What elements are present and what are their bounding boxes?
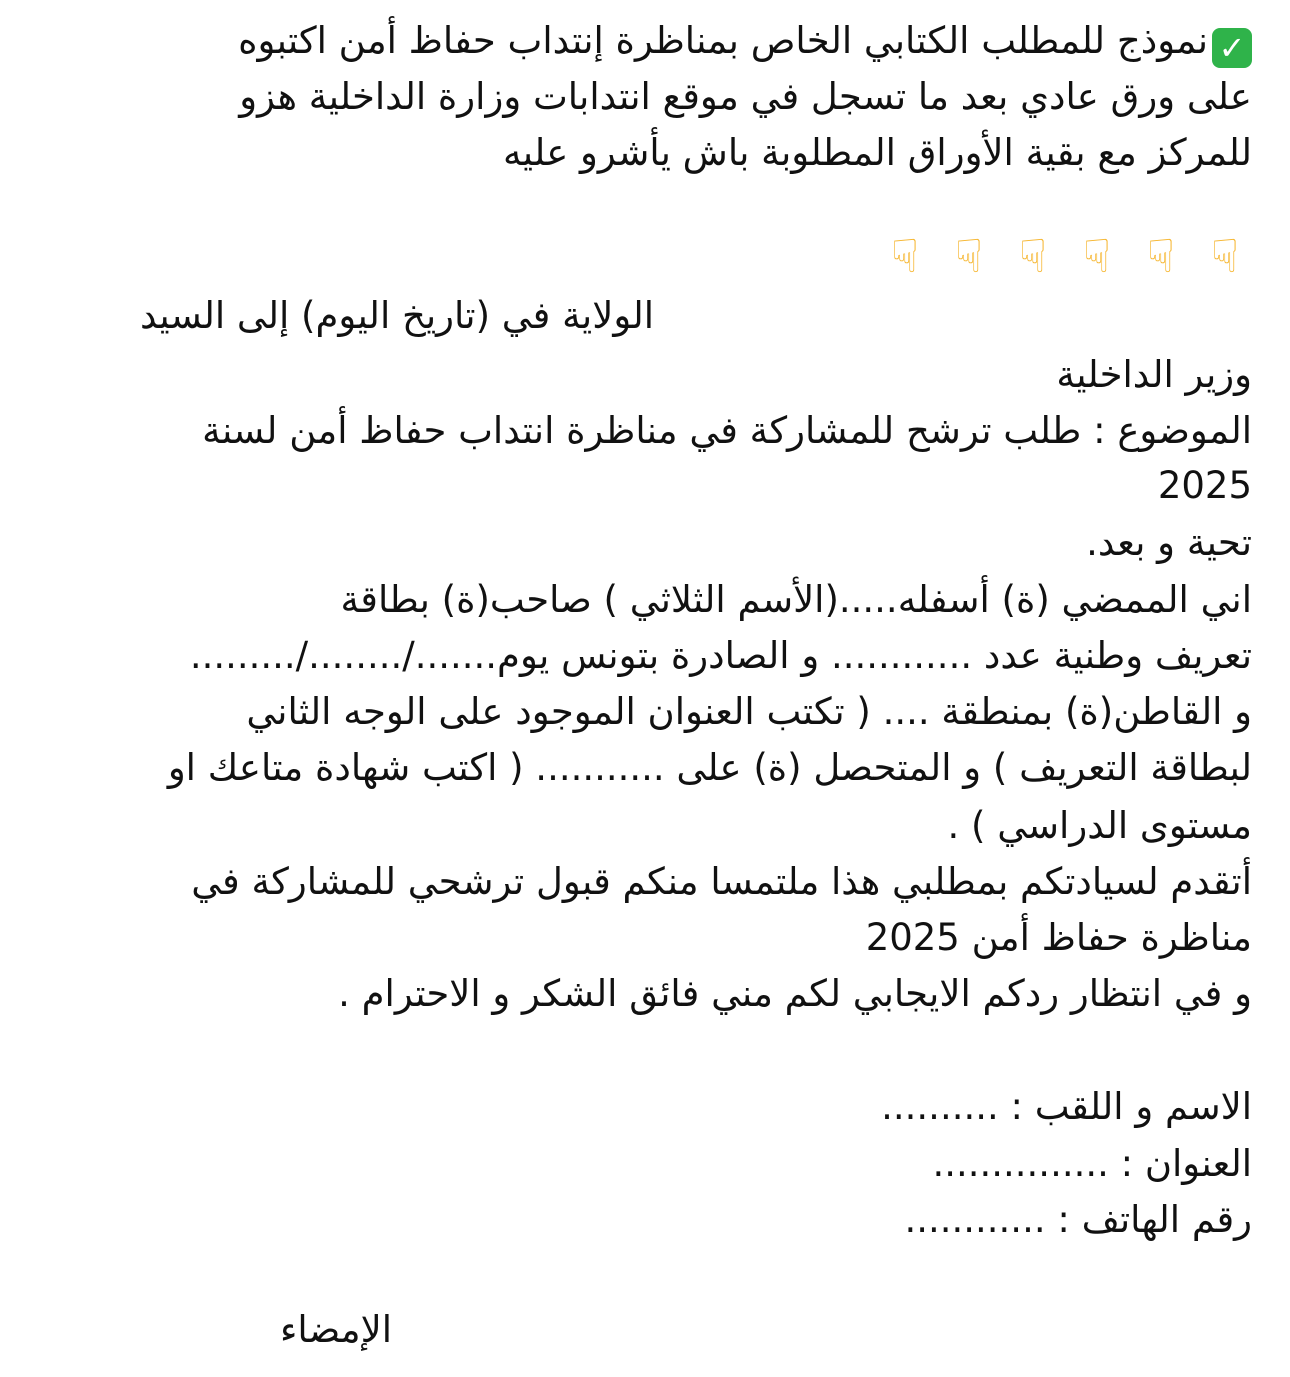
subject-line-2: 2025 xyxy=(1157,464,1252,507)
body-line-5: مستوى الدراسي ) . xyxy=(947,804,1252,847)
request-line-2: مناظرة حفاظ أمن 2025 xyxy=(865,916,1252,959)
recipient-line: وزير الداخلية xyxy=(1056,353,1252,396)
closing-line: و في انتظار ردكم الايجابي لكم مني فائق الشكر و الاحترام . xyxy=(338,972,1252,1015)
request-line-1: أتقدم لسيادتكم بمطلبي هذا ملتمسا منكم قبول ترشحي للمشاركة في xyxy=(191,860,1252,903)
signature-label: الإمضاء xyxy=(280,1308,392,1351)
body-line-2: تعريف وطنية عدد ............ و الصادرة بتونس يوم......./......../......... xyxy=(189,634,1252,677)
intro-line-1-text: نموذج للمطلب الكتابي الخاص بمناظرة إنتداب حفاظ أمن اكتبوه xyxy=(238,19,1208,62)
body-line-3: و القاطن(ة) بمنطقة .... ( تكتب العنوان الموجود على الوجه الثاني xyxy=(246,690,1252,733)
name-field-line: الاسم و اللقب : .......... xyxy=(881,1085,1252,1128)
phone-field-line: رقم الهاتف : ............ xyxy=(904,1198,1252,1241)
intro-line-1 xyxy=(238,12,1252,70)
pointing-down-hand-icon: ☟ xyxy=(1146,229,1175,283)
pointing-down-hand-icon: ☟ xyxy=(1082,229,1111,283)
body-line-1: اني الممضي (ة) أسفله.....(الأسم الثلاثي ) صاحب(ة) بطاقة xyxy=(340,578,1252,621)
pointing-down-hand-icon: ☟ xyxy=(1210,229,1239,283)
body-line-4: لبطاقة التعريف ) و المتحصل (ة) على ........... ( اكتب شهادة متاعك او xyxy=(167,746,1252,789)
intro-line-2: على ورق عادي بعد ما تسجل في موقع انتدابات وزارة الداخلية هزو xyxy=(239,75,1252,118)
address-field-line: العنوان : ............... xyxy=(932,1142,1252,1185)
white-check-mark-icon: ✓ xyxy=(1212,28,1252,68)
intro-line-3: للمركز مع بقية الأوراق المطلوبة باش يأشرو عليه xyxy=(502,131,1252,174)
place-date-line: الولاية في (تاريخ اليوم) إلى السيد xyxy=(139,294,654,337)
pointing-down-hand-icon: ☟ xyxy=(890,229,919,283)
greeting-line: تحية و بعد. xyxy=(1086,521,1252,564)
pointing-down-hand-icon: ☟ xyxy=(1018,229,1047,283)
pointing-down-hand-icon: ☟ xyxy=(954,229,983,283)
subject-line-1: الموضوع : طلب ترشح للمشاركة في مناظرة انتداب حفاظ أمن لسنة xyxy=(202,409,1252,452)
pointing-hands-row xyxy=(878,226,1252,286)
